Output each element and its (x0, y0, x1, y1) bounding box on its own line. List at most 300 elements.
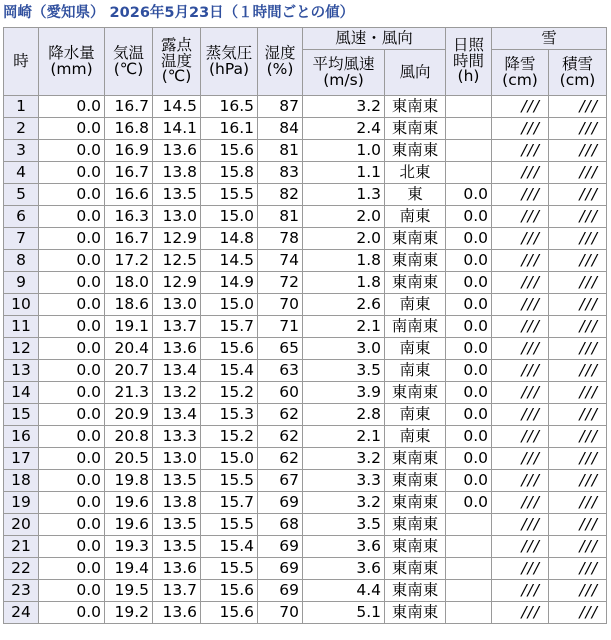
cell-sunshine: 0.0 (446, 338, 492, 360)
cell-wind-speed: 2.8 (303, 404, 385, 426)
table-row (4, 470, 607, 492)
header-snowfall-label: 降雪 (504, 55, 536, 73)
cell-wind-direction: 東南東 (385, 250, 446, 272)
cell-precipitation: 0.0 (39, 316, 105, 338)
cell-snowfall: /// (492, 514, 549, 536)
cell-dewpoint: 13.7 (153, 316, 201, 338)
cell-hour: 3 (4, 140, 39, 162)
cell-snow-depth: /// (549, 184, 607, 206)
cell-humidity: 72 (258, 272, 303, 294)
cell-sunshine (446, 536, 492, 558)
cell-sunshine (446, 96, 492, 118)
cell-sunshine: 0.0 (446, 206, 492, 228)
cell-vapor-pressure: 14.8 (201, 228, 258, 250)
cell-precipitation: 0.0 (39, 140, 105, 162)
table-row (4, 492, 607, 514)
cell-wind-speed: 5.1 (303, 602, 385, 624)
cell-precipitation: 0.0 (39, 514, 105, 536)
cell-wind-speed: 3.6 (303, 558, 385, 580)
cell-dewpoint: 13.0 (153, 206, 201, 228)
table-row (4, 514, 607, 536)
cell-snow-depth: /// (549, 492, 607, 514)
cell-snowfall: /// (492, 492, 549, 514)
cell-dewpoint: 13.0 (153, 448, 201, 470)
table-row (4, 448, 607, 470)
cell-precipitation: 0.0 (39, 250, 105, 272)
cell-wind-direction: 東南東 (385, 448, 446, 470)
cell-temperature: 16.6 (105, 184, 153, 206)
cell-snowfall: /// (492, 294, 549, 316)
cell-snow-depth: /// (549, 470, 607, 492)
cell-hour: 24 (4, 602, 39, 624)
cell-dewpoint: 13.7 (153, 580, 201, 602)
cell-dewpoint: 13.6 (153, 602, 201, 624)
cell-vapor-pressure: 15.5 (201, 514, 258, 536)
cell-wind-direction: 南東 (385, 404, 446, 426)
cell-wind-direction: 南東 (385, 360, 446, 382)
cell-wind-speed: 3.2 (303, 96, 385, 118)
cell-dewpoint: 13.8 (153, 492, 201, 514)
cell-precipitation: 0.0 (39, 536, 105, 558)
cell-precipitation: 0.0 (39, 360, 105, 382)
cell-wind-direction: 東南東 (385, 492, 446, 514)
table-row (4, 338, 607, 360)
cell-dewpoint: 13.5 (153, 514, 201, 536)
cell-wind-speed: 2.6 (303, 294, 385, 316)
cell-snow-depth: /// (549, 602, 607, 624)
cell-sunshine: 0.0 (446, 272, 492, 294)
cell-wind-speed: 3.3 (303, 470, 385, 492)
cell-sunshine (446, 558, 492, 580)
header-humidity-unit: (%) (266, 59, 294, 78)
cell-hour: 18 (4, 470, 39, 492)
cell-wind-speed: 3.5 (303, 514, 385, 536)
cell-temperature: 16.7 (105, 228, 153, 250)
cell-hour: 12 (4, 338, 39, 360)
cell-precipitation: 0.0 (39, 404, 105, 426)
cell-wind-speed: 2.0 (303, 228, 385, 250)
cell-wind-direction: 東 (385, 184, 446, 206)
cell-sunshine (446, 602, 492, 624)
cell-humidity: 82 (258, 184, 303, 206)
cell-humidity: 60 (258, 382, 303, 404)
cell-snowfall: /// (492, 250, 549, 272)
cell-snowfall: /// (492, 338, 549, 360)
cell-hour: 13 (4, 360, 39, 382)
cell-vapor-pressure: 15.4 (201, 360, 258, 382)
cell-wind-direction: 東南東 (385, 272, 446, 294)
cell-snowfall: /// (492, 184, 549, 206)
header-wind-direction: 風向 (385, 50, 446, 96)
cell-snow-depth: /// (549, 140, 607, 162)
cell-humidity: 62 (258, 404, 303, 426)
cell-wind-direction: 南東 (385, 426, 446, 448)
cell-snowfall: /// (492, 360, 549, 382)
cell-vapor-pressure: 15.6 (201, 338, 258, 360)
header-dewpoint-unit: (℃) (161, 67, 192, 86)
cell-hour: 10 (4, 294, 39, 316)
cell-snowfall: /// (492, 580, 549, 602)
cell-wind-direction: 東南東 (385, 96, 446, 118)
header-dewpoint-label-2: 温度 (160, 51, 192, 70)
header-dewpoint (153, 28, 201, 96)
cell-precipitation: 0.0 (39, 96, 105, 118)
cell-snow-depth: /// (549, 448, 607, 470)
cell-dewpoint: 13.8 (153, 162, 201, 184)
cell-wind-speed: 4.4 (303, 580, 385, 602)
header-snow-depth (549, 50, 607, 96)
cell-snow-depth: /// (549, 316, 607, 338)
cell-dewpoint: 13.6 (153, 338, 201, 360)
cell-snowfall: /// (492, 140, 549, 162)
cell-vapor-pressure: 15.8 (201, 162, 258, 184)
cell-humidity: 65 (258, 338, 303, 360)
cell-snow-depth: /// (549, 272, 607, 294)
cell-snow-depth: /// (549, 536, 607, 558)
cell-wind-direction: 東南東 (385, 228, 446, 250)
cell-snow-depth: /// (549, 294, 607, 316)
cell-wind-direction: 南東 (385, 294, 446, 316)
cell-temperature: 20.8 (105, 426, 153, 448)
cell-humidity: 74 (258, 250, 303, 272)
cell-temperature: 19.6 (105, 492, 153, 514)
cell-precipitation: 0.0 (39, 426, 105, 448)
cell-vapor-pressure: 15.5 (201, 184, 258, 206)
cell-hour: 7 (4, 228, 39, 250)
cell-wind-speed: 1.1 (303, 162, 385, 184)
cell-precipitation: 0.0 (39, 448, 105, 470)
header-dewpoint-label-1: 露点 (160, 36, 192, 55)
cell-humidity: 87 (258, 96, 303, 118)
cell-sunshine: 0.0 (446, 360, 492, 382)
table-row (4, 558, 607, 580)
cell-precipitation: 0.0 (39, 272, 105, 294)
cell-snowfall: /// (492, 602, 549, 624)
cell-snowfall: /// (492, 228, 549, 250)
header-temperature-label: 気温 (112, 44, 144, 62)
table-row (4, 602, 607, 624)
cell-sunshine (446, 580, 492, 602)
header-precipitation-label: 降水量 (48, 44, 95, 62)
header-wind-speed (303, 50, 385, 96)
table-row (4, 426, 607, 448)
cell-precipitation: 0.0 (39, 184, 105, 206)
cell-wind-speed: 3.2 (303, 492, 385, 514)
cell-sunshine: 0.0 (446, 294, 492, 316)
header-hour: 時 (4, 28, 39, 96)
cell-temperature: 18.0 (105, 272, 153, 294)
cell-vapor-pressure: 14.5 (201, 250, 258, 272)
cell-snow-depth: /// (549, 580, 607, 602)
cell-snowfall: /// (492, 448, 549, 470)
cell-snowfall: /// (492, 118, 549, 140)
cell-snowfall: /// (492, 272, 549, 294)
table-row (4, 316, 607, 338)
cell-temperature: 19.6 (105, 514, 153, 536)
cell-wind-direction: 東南東 (385, 536, 446, 558)
cell-precipitation: 0.0 (39, 492, 105, 514)
cell-sunshine: 0.0 (446, 184, 492, 206)
cell-precipitation: 0.0 (39, 580, 105, 602)
cell-snowfall: /// (492, 558, 549, 580)
cell-wind-speed: 2.1 (303, 316, 385, 338)
cell-wind-direction: 東南東 (385, 118, 446, 140)
cell-vapor-pressure: 15.7 (201, 492, 258, 514)
cell-temperature: 18.6 (105, 294, 153, 316)
cell-snowfall: /// (492, 404, 549, 426)
cell-dewpoint: 13.5 (153, 536, 201, 558)
cell-precipitation: 0.0 (39, 162, 105, 184)
table-row (4, 184, 607, 206)
header-precipitation-unit: (mm) (50, 59, 93, 78)
cell-snow-depth: /// (549, 250, 607, 272)
cell-dewpoint: 12.9 (153, 272, 201, 294)
cell-sunshine: 0.0 (446, 316, 492, 338)
table-row (4, 404, 607, 426)
header-sunshine (446, 28, 492, 96)
header-snow-depth-unit: (cm) (559, 70, 596, 89)
cell-dewpoint: 13.5 (153, 470, 201, 492)
header-vapor-pressure (201, 28, 258, 96)
cell-wind-speed: 2.1 (303, 426, 385, 448)
cell-sunshine (446, 514, 492, 536)
cell-hour: 14 (4, 382, 39, 404)
header-snow-group: 雪 (492, 28, 607, 50)
cell-sunshine (446, 162, 492, 184)
cell-snow-depth: /// (549, 206, 607, 228)
cell-temperature: 20.4 (105, 338, 153, 360)
header-snowfall (492, 50, 549, 96)
table-row (4, 96, 607, 118)
cell-sunshine: 0.0 (446, 470, 492, 492)
table-row (4, 272, 607, 294)
header-precipitation (39, 28, 105, 96)
cell-snowfall: /// (492, 470, 549, 492)
cell-dewpoint: 13.0 (153, 294, 201, 316)
cell-vapor-pressure: 15.3 (201, 404, 258, 426)
table-row (4, 140, 607, 162)
cell-hour: 5 (4, 184, 39, 206)
cell-humidity: 71 (258, 316, 303, 338)
cell-precipitation: 0.0 (39, 206, 105, 228)
cell-wind-direction: 東南東 (385, 470, 446, 492)
cell-snowfall: /// (492, 316, 549, 338)
header-snow-depth-label: 積雪 (561, 55, 593, 73)
cell-humidity: 70 (258, 602, 303, 624)
cell-temperature: 19.3 (105, 536, 153, 558)
table-row (4, 360, 607, 382)
cell-humidity: 81 (258, 140, 303, 162)
header-humidity-label: 湿度 (264, 44, 296, 62)
cell-snowfall: /// (492, 206, 549, 228)
header-sunshine-label-1: 日照 (452, 36, 484, 55)
cell-humidity: 81 (258, 206, 303, 228)
cell-snow-depth: /// (549, 382, 607, 404)
cell-temperature: 19.1 (105, 316, 153, 338)
cell-wind-direction: 東南東 (385, 602, 446, 624)
cell-snow-depth: /// (549, 514, 607, 536)
cell-vapor-pressure: 15.5 (201, 470, 258, 492)
cell-hour: 1 (4, 96, 39, 118)
cell-hour: 23 (4, 580, 39, 602)
cell-precipitation: 0.0 (39, 228, 105, 250)
cell-snow-depth: /// (549, 118, 607, 140)
cell-vapor-pressure: 15.6 (201, 602, 258, 624)
header-sunshine-label-2: 時間 (452, 51, 484, 70)
cell-temperature: 21.3 (105, 382, 153, 404)
cell-dewpoint: 13.5 (153, 184, 201, 206)
cell-humidity: 62 (258, 426, 303, 448)
cell-vapor-pressure: 15.7 (201, 316, 258, 338)
cell-hour: 22 (4, 558, 39, 580)
cell-precipitation: 0.0 (39, 118, 105, 140)
header-sunshine-unit: (h) (457, 67, 480, 86)
header-humidity (258, 28, 303, 96)
cell-vapor-pressure: 15.4 (201, 536, 258, 558)
cell-dewpoint: 13.6 (153, 140, 201, 162)
cell-sunshine: 0.0 (446, 228, 492, 250)
cell-sunshine: 0.0 (446, 382, 492, 404)
cell-wind-speed: 1.8 (303, 250, 385, 272)
cell-dewpoint: 14.1 (153, 118, 201, 140)
cell-snow-depth: /// (549, 228, 607, 250)
header-temperature-unit: (℃) (113, 59, 144, 78)
cell-vapor-pressure: 15.2 (201, 382, 258, 404)
cell-vapor-pressure: 15.5 (201, 558, 258, 580)
table-row (4, 118, 607, 140)
cell-humidity: 69 (258, 558, 303, 580)
cell-temperature: 19.4 (105, 558, 153, 580)
cell-precipitation: 0.0 (39, 602, 105, 624)
header-wind-speed-unit: (m/s) (323, 70, 364, 89)
cell-precipitation: 0.0 (39, 470, 105, 492)
cell-sunshine: 0.0 (446, 492, 492, 514)
cell-wind-speed: 3.6 (303, 536, 385, 558)
cell-wind-speed: 1.3 (303, 184, 385, 206)
cell-precipitation: 0.0 (39, 338, 105, 360)
cell-vapor-pressure: 15.2 (201, 426, 258, 448)
cell-wind-speed: 2.0 (303, 206, 385, 228)
table-body (4, 96, 607, 624)
cell-temperature: 16.7 (105, 96, 153, 118)
cell-dewpoint: 12.5 (153, 250, 201, 272)
cell-vapor-pressure: 15.0 (201, 206, 258, 228)
cell-vapor-pressure: 15.0 (201, 294, 258, 316)
cell-hour: 2 (4, 118, 39, 140)
table-row (4, 382, 607, 404)
cell-wind-direction: 東南東 (385, 382, 446, 404)
header-wind-speed-label: 平均風速 (312, 55, 375, 73)
cell-sunshine (446, 118, 492, 140)
cell-hour: 16 (4, 426, 39, 448)
cell-dewpoint: 13.6 (153, 558, 201, 580)
cell-hour: 4 (4, 162, 39, 184)
header-snowfall-unit: (cm) (502, 70, 538, 89)
cell-hour: 15 (4, 404, 39, 426)
table-row (4, 580, 607, 602)
cell-dewpoint: 13.4 (153, 360, 201, 382)
cell-dewpoint: 13.2 (153, 382, 201, 404)
cell-wind-direction: 東南東 (385, 580, 446, 602)
cell-wind-direction: 南南東 (385, 316, 446, 338)
cell-snow-depth: /// (549, 558, 607, 580)
cell-hour: 17 (4, 448, 39, 470)
cell-temperature: 20.7 (105, 360, 153, 382)
cell-wind-direction: 南東 (385, 338, 446, 360)
cell-vapor-pressure: 15.6 (201, 140, 258, 162)
cell-vapor-pressure: 14.9 (201, 272, 258, 294)
hourly-weather-table (3, 27, 607, 624)
cell-snow-depth: /// (549, 96, 607, 118)
cell-humidity: 78 (258, 228, 303, 250)
table-row (4, 294, 607, 316)
cell-hour: 19 (4, 492, 39, 514)
cell-dewpoint: 12.9 (153, 228, 201, 250)
cell-sunshine: 0.0 (446, 448, 492, 470)
table-row (4, 250, 607, 272)
cell-temperature: 20.5 (105, 448, 153, 470)
cell-hour: 20 (4, 514, 39, 536)
cell-hour: 8 (4, 250, 39, 272)
cell-temperature: 17.2 (105, 250, 153, 272)
cell-wind-direction: 東南東 (385, 558, 446, 580)
header-vapor-pressure-unit: (hPa) (208, 59, 250, 78)
cell-snowfall: /// (492, 426, 549, 448)
cell-dewpoint: 13.4 (153, 404, 201, 426)
cell-snowfall: /// (492, 162, 549, 184)
cell-sunshine (446, 140, 492, 162)
cell-hour: 9 (4, 272, 39, 294)
cell-temperature: 16.9 (105, 140, 153, 162)
cell-temperature: 19.8 (105, 470, 153, 492)
cell-snowfall: /// (492, 536, 549, 558)
table-row (4, 206, 607, 228)
cell-humidity: 69 (258, 536, 303, 558)
cell-snow-depth: /// (549, 162, 607, 184)
cell-snow-depth: /// (549, 360, 607, 382)
cell-temperature: 19.5 (105, 580, 153, 602)
cell-hour: 11 (4, 316, 39, 338)
cell-temperature: 16.8 (105, 118, 153, 140)
cell-dewpoint: 14.5 (153, 96, 201, 118)
cell-humidity: 67 (258, 470, 303, 492)
cell-sunshine: 0.0 (446, 250, 492, 272)
cell-vapor-pressure: 16.1 (201, 118, 258, 140)
cell-wind-direction: 東南東 (385, 140, 446, 162)
cell-wind-speed: 1.8 (303, 272, 385, 294)
cell-wind-speed: 2.4 (303, 118, 385, 140)
cell-humidity: 70 (258, 294, 303, 316)
cell-wind-speed: 3.5 (303, 360, 385, 382)
cell-humidity: 69 (258, 580, 303, 602)
cell-sunshine: 0.0 (446, 426, 492, 448)
cell-vapor-pressure: 15.0 (201, 448, 258, 470)
cell-temperature: 16.3 (105, 206, 153, 228)
cell-hour: 21 (4, 536, 39, 558)
header-temperature (105, 28, 153, 96)
cell-snow-depth: /// (549, 338, 607, 360)
cell-wind-direction: 北東 (385, 162, 446, 184)
cell-hour: 6 (4, 206, 39, 228)
cell-humidity: 68 (258, 514, 303, 536)
cell-humidity: 84 (258, 118, 303, 140)
cell-temperature: 19.2 (105, 602, 153, 624)
cell-humidity: 83 (258, 162, 303, 184)
cell-vapor-pressure: 15.6 (201, 580, 258, 602)
cell-sunshine: 0.0 (446, 404, 492, 426)
cell-humidity: 69 (258, 492, 303, 514)
cell-snowfall: /// (492, 96, 549, 118)
